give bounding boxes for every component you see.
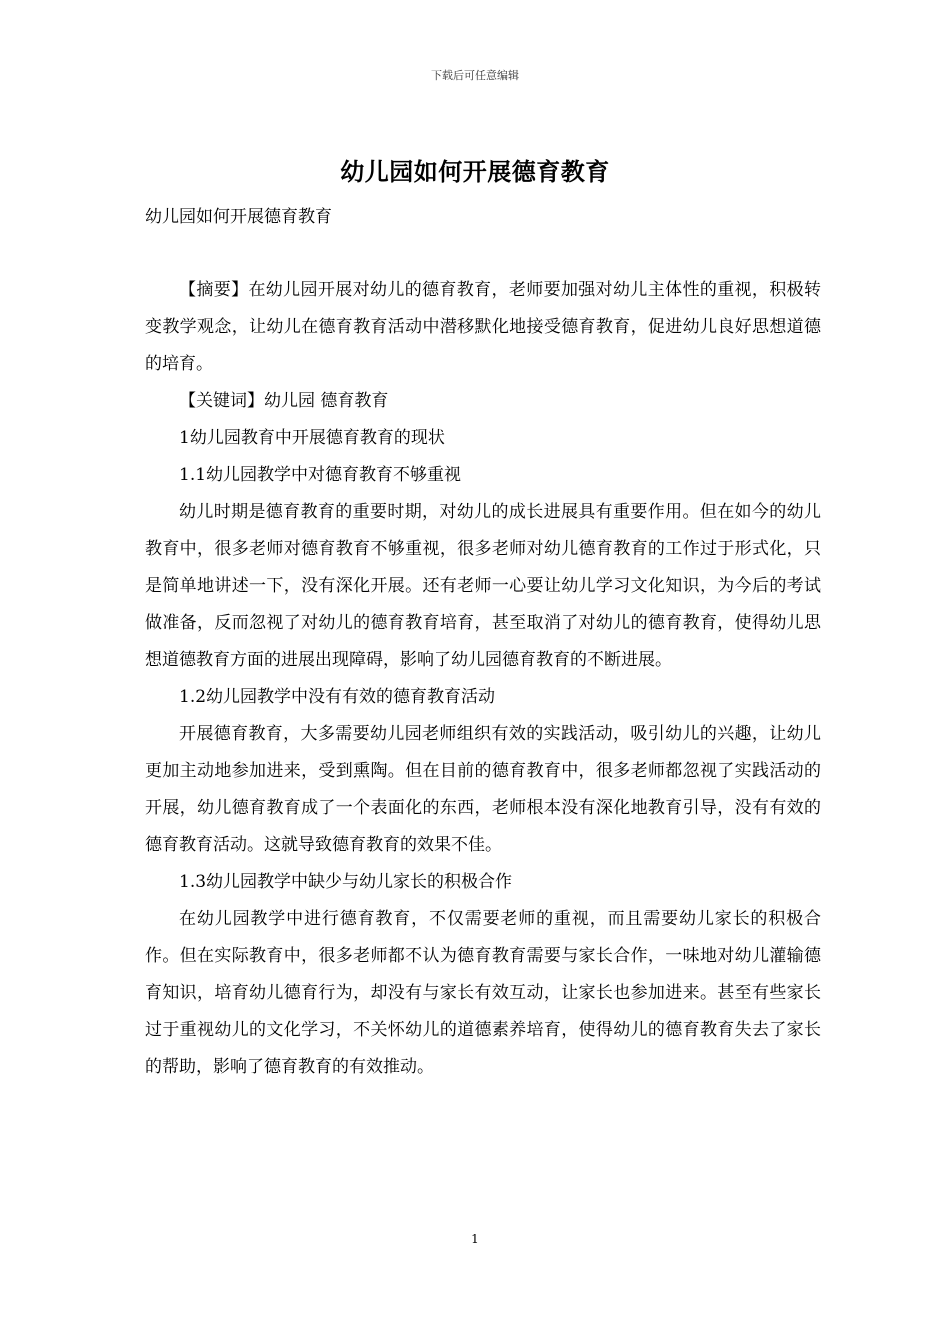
body-paragraph-1: 幼儿时期是德育教育的重要时期，对幼儿的成长进展具有重要作用。但在如今的幼儿教育中，很多老师对德育教育不够重视，很多老师对幼儿德育教育的工作过于形式化，只是简单地讲述一下，没有深化开展。还有老师一心要让幼儿学习文化知识，为今后的考试做准备，反而忽视了对幼儿的德育教育培育，甚至取消了对幼儿的德育教育，使得幼儿思想道德教育方面的进展出现障碍，影响了幼儿园德育教育的不断进展。 [145, 502, 821, 670]
header-note: 下载后可任意编辑 [431, 69, 519, 82]
keywords-line: 【关键词】幼儿园 德育教育 [179, 391, 389, 411]
body-paragraph-2: 开展德育教育，大多需要幼儿园老师组织有效的实践活动，吸引幼儿的兴趣，让幼儿更加主动地参加进来，受到熏陶。但在目前的德育教育中，很多老师都忽视了实践活动的开展，幼儿德育教育成了一个表面化的东西，老师根本没有深化地教育引导，没有有效的德育教育活动。这就导致德育教育的效果不佳。 [145, 724, 821, 855]
section-heading-1-2: 1.2幼儿园教学中没有有效的德育教育活动 [179, 687, 496, 707]
document-subtitle: 幼儿园如何开展德育教育 [145, 207, 332, 227]
section-heading-1-3: 1.3幼儿园教学中缺少与幼儿家长的积极合作 [179, 872, 513, 892]
page-number: 1 [471, 1232, 479, 1246]
section-heading-1: 1幼儿园教育中开展德育教育的现状 [179, 428, 445, 448]
abstract-paragraph: 【摘要】在幼儿园开展对幼儿的德育教育，老师要加强对幼儿主体性的重视，积极转变教学观念，让幼儿在德育教育活动中潜移默化地接受德育教育，促进幼儿良好思想道德的培育。 [145, 280, 821, 374]
document-body [145, 272, 821, 1086]
body-paragraph-3: 在幼儿园教学中进行德育教育，不仅需要老师的重视，而且需要幼儿家长的积极合作。但在实际教育中，很多老师都不认为德育教育需要与家长合作，一味地对幼儿灌输德育知识，培育幼儿德育行为，却没有与家长有效互动，让家长也参加进来。甚至有些家长过于重视幼儿的文化学习，不关怀幼儿的道德素养培育，使得幼儿的德育教育失去了家长的帮助，影响了德育教育的有效推动。 [145, 909, 821, 1077]
document-title: 幼儿园如何开展德育教育 [340, 157, 610, 186]
section-heading-1-1: 1.1幼儿园教学中对德育教育不够重视 [179, 465, 462, 485]
